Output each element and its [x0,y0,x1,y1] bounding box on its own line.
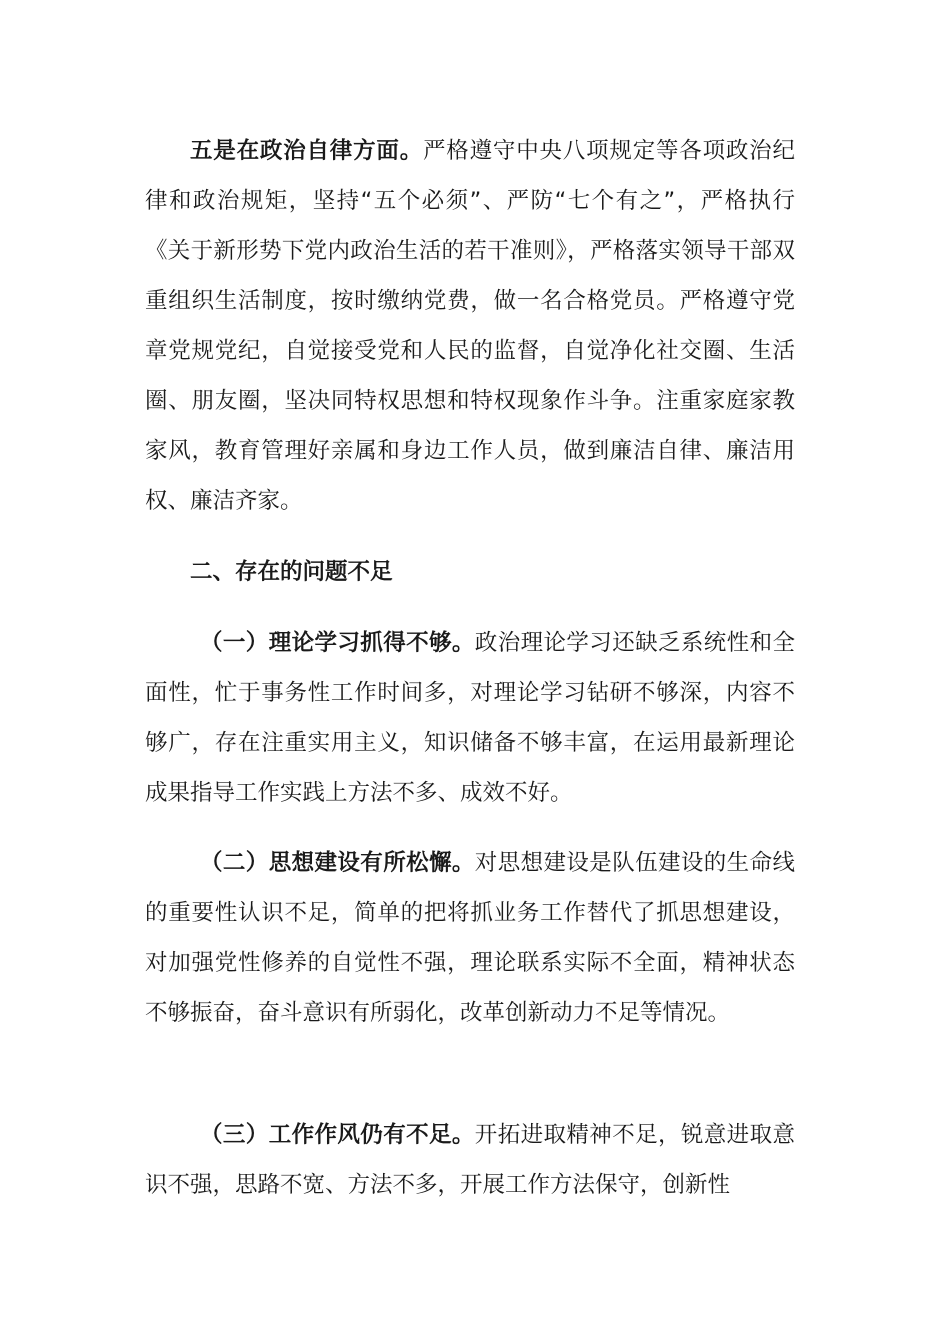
section-title: 二、存在的问题不足 [190,559,393,585]
paragraph-heading: 五是在政治自律方面。 [190,138,423,164]
paragraph-political-self-discipline [145,126,795,526]
problem-item-theory-study [145,618,795,818]
item-body: 对思想建设是队伍建设的生命线的重要性认识不足，简单的把将抓业务工作替代了抓思想建设，对加强党性修养的自觉性不强，理论联系实际不全面，精神状态不够振奋，奋斗意识有所弱化，改革创新动力不足等情况。 [145,850,795,1026]
paragraph-body: 严格遵守中央八项规定等各项政治纪律和政治规矩，坚持“五个必须”、严防“七个有之”，严格执行《关于新形势下党内政治生活的若干准则》，严格落实领导干部双重组织生活制度，按时缴纳党费，做一名合格党员。严格遵守党章党规党纪，自觉接受党和人民的监督，自觉净化社交圈、生活圈、朋友圈，坚决同特权思想和特权现象作斗争。注重家庭家教家风，教育管理好亲属和身边工作人员，做到廉洁自律、廉洁用权、廉洁齐家。 [145,138,795,514]
item-heading: （二）思想建设有所松懈。 [200,850,475,876]
problem-item-work-style [145,1110,795,1210]
problem-item-ideological-building [145,838,795,1038]
item-body: 开拓进取精神不足，锐意进取意识不强，思路不宽、方法不多，开展工作方法保守，创新性 [145,1122,795,1198]
item-body: 政治理论学习还缺乏系统性和全面性，忙于事务性工作时间多，对理论学习钻研不够深，内容不够广，存在注重实用主义，知识储备不够丰富，在运用最新理论成果指导工作实践上方法不多、成效不好。 [145,630,795,806]
item-heading: （三）工作作风仍有不足。 [200,1122,475,1148]
item-heading: （一）理论学习抓得不够。 [200,630,475,656]
